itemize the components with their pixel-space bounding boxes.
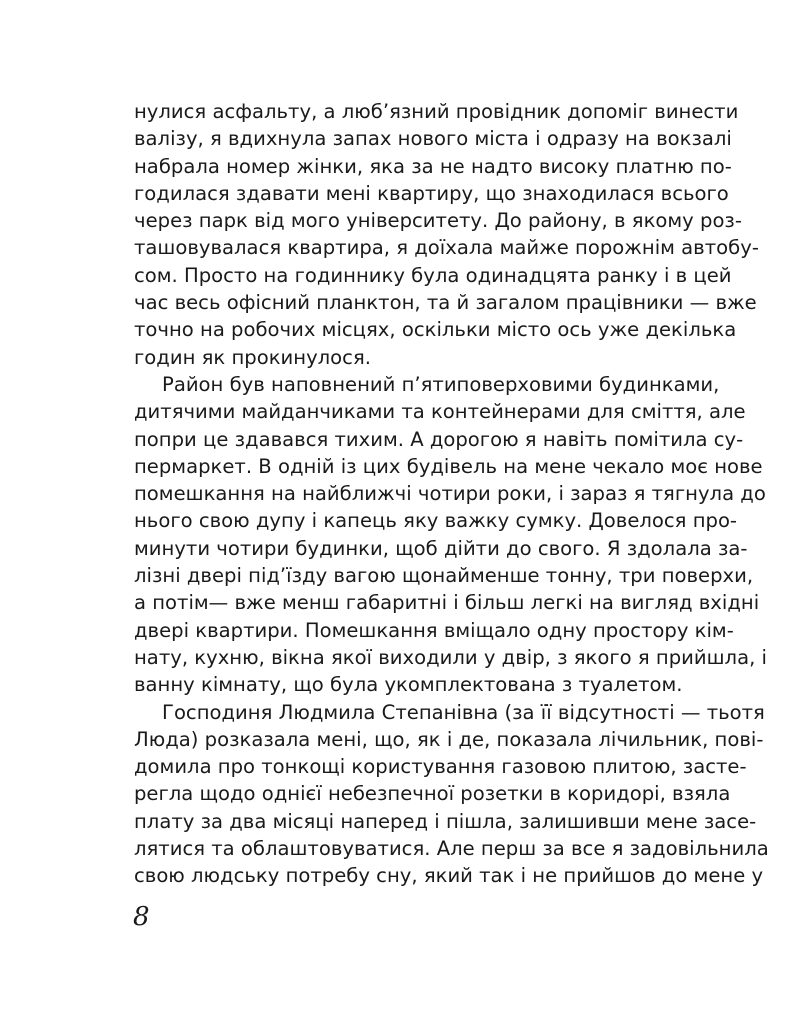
- text-line: ванну кімнату, що була укомплектована з туалетом.: [134, 673, 683, 697]
- text-line: валізу, я вдихнула запах нового міста і одразу на вокзалі: [134, 127, 732, 151]
- text-line: домила про тонкощі користування газовою плитою, засте-: [134, 755, 747, 779]
- text-line: пермаркет. В одній із цих будівель на мене чекало моє нове: [134, 454, 763, 478]
- text-line: минути чотири будинки, щоб дійти до свого. Я здолала за-: [134, 536, 748, 560]
- text-line: через парк від мого університету. До району, в якому роз-: [134, 209, 742, 233]
- paragraph: [134, 699, 769, 890]
- text-line: нулися асфальту, а люб’язний провідник допоміг винести: [134, 100, 739, 123]
- text-line: набрала номер жінки, яка за не надто високу платню по-: [134, 154, 732, 178]
- text-line: лізні двері під’їзду вагою щонайменше тонну, три поверхи,: [134, 564, 754, 588]
- text-line: а потім— вже менш габаритні і більш легкі на вигляд вхідні: [134, 591, 760, 615]
- text-line: свою людську потребу сну, який так і не прийшов до мене у: [134, 864, 764, 888]
- text-line: Господиня Людмила Степанівна (за її відсутності — тьотя: [162, 700, 765, 724]
- text-line: регла щодо однієї небезпечної розетки в коридорі, взяла: [134, 782, 731, 806]
- paragraph: [134, 371, 767, 699]
- text-line: точно на робочих місцях, оскільки місто ось уже декілька: [134, 318, 737, 342]
- text-line: сом. Просто на годиннику була одинадцята ранку і в цей: [134, 263, 732, 287]
- text-line: нього свою дупу і капець яку важку сумку. Довелося про-: [134, 509, 738, 533]
- text-line: плату за два місяці наперед і пішла, залишивши мене засе-: [134, 809, 757, 833]
- text-line: Люда) розказала мені, що, як і де, показала лічильник, пові-: [134, 727, 764, 751]
- text-line: Район був наповнений п’ятиповерховими будинками,: [162, 372, 720, 396]
- text-line: годин як прокинулося.: [134, 345, 371, 369]
- page-number: 8: [133, 902, 150, 932]
- text-line: нату, кухню, вікна якої виходили у двір, з якого я прийшла, і: [134, 645, 767, 669]
- paragraph: [134, 98, 759, 371]
- text-line: попри це здавався тихим. А дорогою я навіть помітила су-: [134, 427, 744, 451]
- text-line: час весь офісний планктон, та й загалом працівники — вже: [134, 291, 757, 315]
- text-line: двері квартири. Помешкання вміщало одну простору кім-: [134, 618, 734, 642]
- text-line: годилася здавати мені квартиру, що знаходилася всього: [134, 181, 729, 205]
- text-line: ташовувалася квартира, я доїхала майже порожнім автобу-: [134, 236, 759, 260]
- text-line: дитячими майданчиками та контейнерами для сміття, але: [134, 400, 746, 424]
- body-text: [134, 98, 769, 890]
- text-line: помешкання на найближчі чотири роки, і зараз я тягнула до: [134, 482, 766, 506]
- text-line: лятися та облаштовуватися. Але перш за все я задовільнила: [134, 837, 769, 861]
